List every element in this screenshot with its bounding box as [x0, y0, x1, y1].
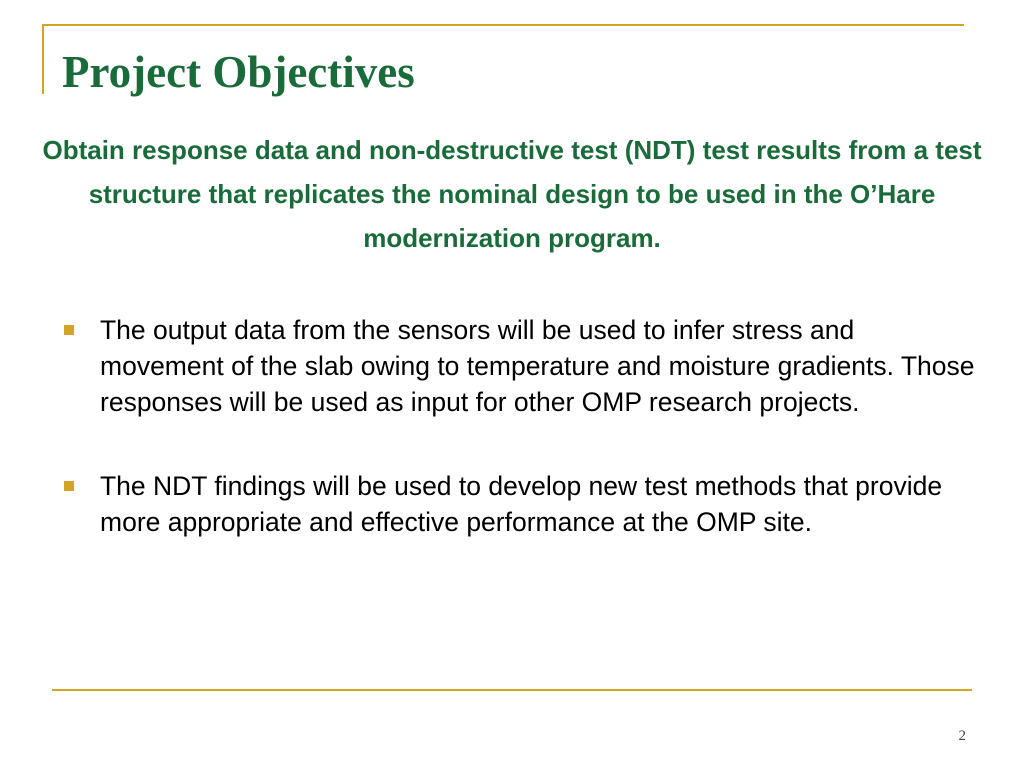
bullet-item — [62, 312, 982, 420]
top-divider-line — [42, 24, 964, 26]
bottom-divider-line — [52, 689, 972, 691]
page-number: 2 — [958, 728, 966, 744]
square-bullet-icon — [64, 325, 74, 335]
square-bullet-icon — [64, 481, 74, 491]
left-accent-line — [42, 24, 44, 94]
bullet-text: The NDT findings will be used to develop new test methods that provide more appropriate and effective performance at the OMP site. — [100, 471, 943, 537]
slide-subtitle: Obtain response data and non-destructive test (NDT) test results from a test structure that replicates the nominal design to be used in the O’Hare modernization program. — [42, 135, 982, 253]
bullet-list — [62, 312, 982, 540]
bullet-text: The output data from the sensors will be used to infer stress and movement of the slab owing to temperature and moisture gradients. Those responses will be used as input for other OMP research projects. — [100, 315, 975, 417]
bullet-item — [62, 468, 982, 540]
slide-title: Project Objectives — [62, 47, 415, 97]
